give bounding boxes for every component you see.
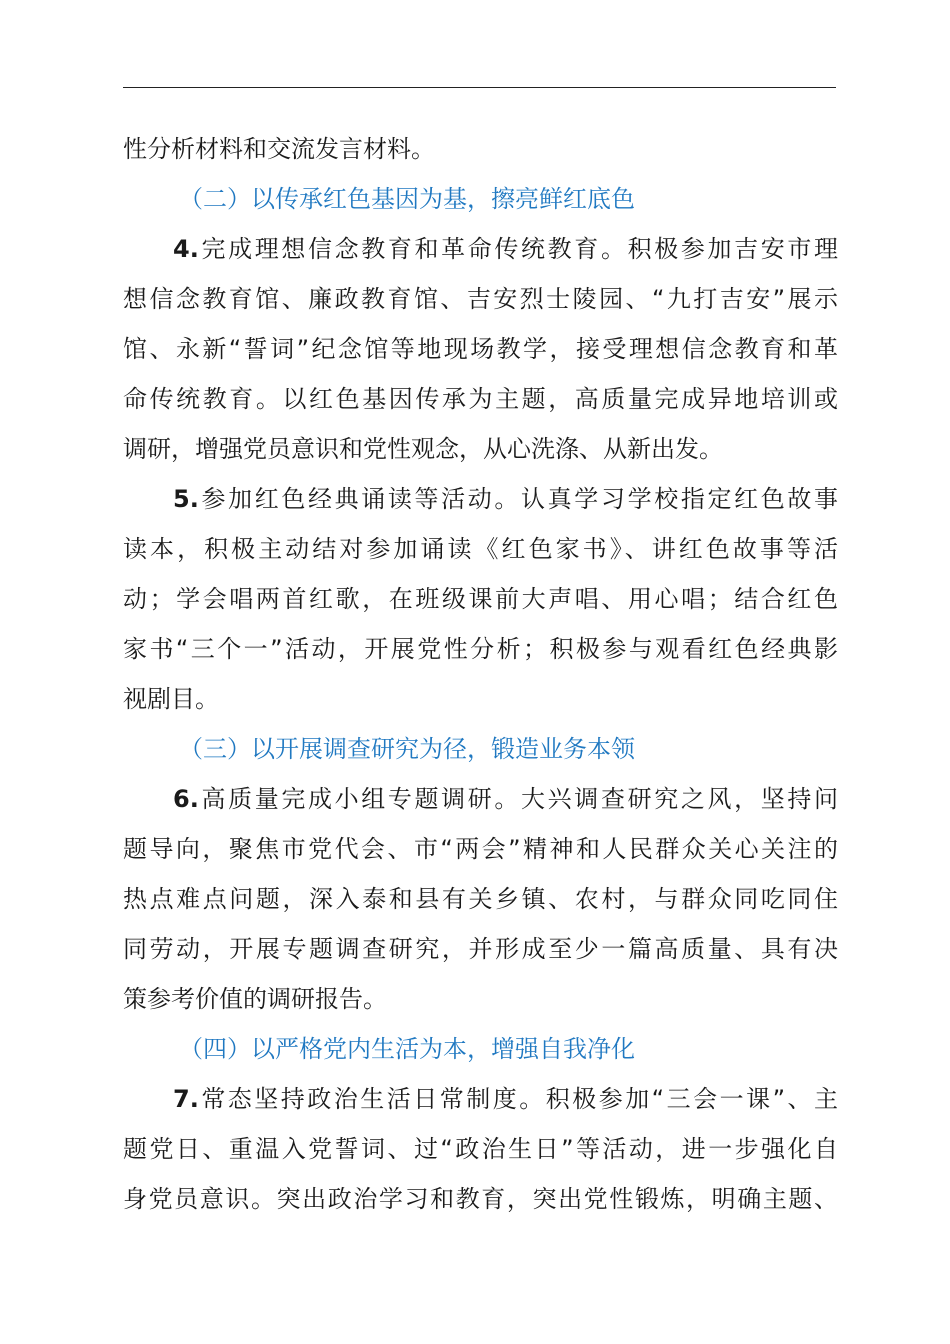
document-body — [123, 124, 838, 1224]
section-heading-4: （四）以严格党内生活为本，增强自我净化 — [179, 1035, 635, 1063]
item-number: 5. — [173, 485, 199, 513]
paragraph-item-6-line: 热点难点问题，深入泰和县有关乡镇、农村，与群众同吃同住 — [123, 885, 838, 913]
paragraph-item-4-line: 馆、永新“誓词”纪念馆等地现场教学，接受理想信念教育和革 — [123, 335, 838, 363]
paragraph-item-4-line: 命传统教育。以红色基因传承为主题，高质量完成异地培训或 — [123, 385, 838, 413]
paragraph-text: 参加红色经典诵读等活动。认真学习学校指定红色故事 — [198, 485, 838, 513]
paragraph-item-6-line: 策参考价值的调研报告。 — [123, 985, 387, 1013]
paragraph-text: 完成理想信念教育和革命传统教育。积极参加吉安市理 — [198, 235, 838, 263]
item-number: 6. — [173, 785, 199, 813]
paragraph-text: 常态坚持政治生活日常制度。积极参加“三会一课”、主 — [198, 1085, 838, 1113]
paragraph-item-5-line: 视剧目。 — [123, 685, 219, 713]
paragraph-continuation: 性分析材料和交流发言材料。 — [123, 135, 435, 163]
paragraph-item-6-line — [123, 774, 838, 824]
paragraph-item-5-line — [123, 474, 838, 524]
paragraph-item-5-line: 动；学会唱两首红歌，在班级课前大声唱、用心唱；结合红色 — [123, 585, 838, 613]
paragraph-item-7-line: 题党日、重温入党誓词、过“政治生日”等活动，进一步强化自 — [123, 1135, 838, 1163]
item-number: 7. — [173, 1085, 199, 1113]
paragraph-item-6-line: 题导向，聚焦市党代会、市“两会”精神和人民群众关心关注的 — [123, 835, 838, 863]
paragraph-item-6-line: 同劳动，开展专题调查研究，并形成至少一篇高质量、具有决 — [123, 935, 838, 963]
header-rule — [123, 87, 836, 88]
paragraph-item-7-line: 身党员意识。突出政治学习和教育，突出党性锻炼，明确主题、 — [123, 1185, 838, 1213]
section-heading-3: （三）以开展调查研究为径，锻造业务本领 — [179, 735, 635, 763]
paragraph-item-5-line: 家书“三个一”活动，开展党性分析；积极参与观看红色经典影 — [123, 635, 838, 663]
paragraph-text: 高质量完成小组专题调研。大兴调查研究之风，坚持问 — [198, 785, 838, 813]
item-number: 4. — [173, 235, 199, 263]
paragraph-item-5-line: 读本，积极主动结对参加诵读《红色家书》、讲红色故事等活 — [123, 535, 838, 563]
paragraph-item-4-line: 想信念教育馆、廉政教育馆、吉安烈士陵园、“九打吉安”展示 — [123, 285, 838, 313]
paragraph-item-4-line: 调研，增强党员意识和党性观念，从心洗涤、从新出发。 — [123, 435, 723, 463]
section-heading-2: （二）以传承红色基因为基，擦亮鲜红底色 — [179, 185, 635, 213]
paragraph-item-7-line — [123, 1074, 838, 1124]
paragraph-item-4-line — [123, 224, 838, 274]
